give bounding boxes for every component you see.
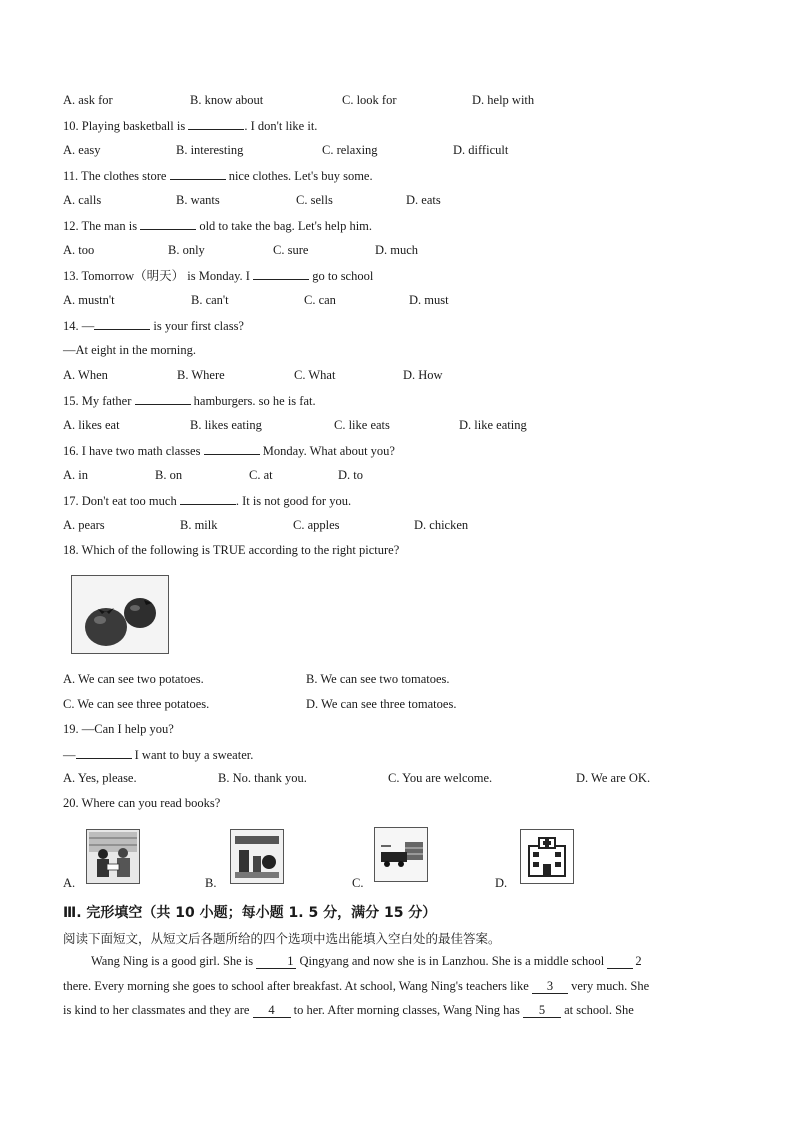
q20-label-a: A. <box>63 876 76 890</box>
q19-option-a: A. Yes, please. <box>63 771 137 785</box>
q20-picture-a-library <box>86 829 140 884</box>
q12-option-b: B. only <box>168 243 205 257</box>
tomatoes-illustration <box>72 576 168 653</box>
q16-option-c: C. at <box>249 468 273 482</box>
q13-option-a: A. mustn't <box>63 293 115 307</box>
q10-option-c: C. relaxing <box>322 143 378 157</box>
q14-stem <box>63 317 244 334</box>
q13-option-c: C. can <box>304 293 336 307</box>
q19-reply-pre: — <box>63 748 76 762</box>
cloze-blank-4: 4 <box>253 1004 291 1018</box>
q18-stem: 18. Which of the following is TRUE according to the right picture? <box>63 543 400 557</box>
q15-option-b: B. likes eating <box>190 418 262 432</box>
q15-option-a: A. likes eat <box>63 418 120 432</box>
q17-option-b: B. milk <box>180 518 218 532</box>
q17-option-a: A. pears <box>63 518 105 532</box>
q10-stem-pre: 10. Playing basketball is <box>63 119 186 133</box>
q9-option-c: C. look for <box>342 93 397 107</box>
q12-option-c: C. sure <box>273 243 309 257</box>
q15-option-d: D. like eating <box>459 418 527 432</box>
q14-option-d: D. How <box>403 368 443 382</box>
q19-blank <box>76 746 132 759</box>
q18-option-d: D. We can see three tomatoes. <box>306 697 457 711</box>
q19-stem: 19. —Can I help you? <box>63 722 174 736</box>
q20-label-b: B. <box>205 876 217 890</box>
q17-stem <box>63 492 351 509</box>
q13-blank <box>253 267 309 280</box>
q19-option-d: D. We are OK. <box>576 771 651 785</box>
cloze-text-1a: Wang Ning is a good girl. She is <box>91 954 254 968</box>
q14-option-c: C. What <box>294 368 336 382</box>
street-scene-icon <box>375 828 427 881</box>
section-3-instruction: 阅读下面短文，从短文后各题所给的四个选项中选出能填入空白处的最佳答案。 <box>63 931 501 946</box>
q13-option-d: D. must <box>409 293 449 307</box>
q15-stem <box>63 392 316 409</box>
q11-option-b: B. wants <box>176 193 220 207</box>
cloze-text-2b: very much. She <box>571 978 650 993</box>
q16-option-d: D. to <box>338 468 363 482</box>
q12-stem <box>63 217 372 234</box>
q20-label-c: C. <box>352 876 364 890</box>
q19-option-c: C. You are welcome. <box>388 771 493 785</box>
q10-option-a: A. easy <box>63 143 101 157</box>
q19-option-b: B. No. thank you. <box>218 771 307 785</box>
q14-stem-post: is your first class? <box>153 319 244 333</box>
cloze-line-2 <box>63 974 731 999</box>
q9-option-d: D. help with <box>472 93 535 107</box>
q11-stem-pre: 11. The clothes store <box>63 169 167 183</box>
q12-option-a: A. too <box>63 243 95 257</box>
q17-blank <box>180 492 236 505</box>
q20-stem: 20. Where can you read books? <box>63 796 221 810</box>
cloze-text-2a: there. Every morning she goes to school after breakfast. At school, Wang Ning's teachers like <box>63 978 529 993</box>
q16-option-a: A. in <box>63 468 88 482</box>
q14-option-a: A. When <box>63 368 108 382</box>
q9-option-b: B. know about <box>190 93 264 107</box>
q18-option-b: B. We can see two tomatoes. <box>306 672 450 686</box>
cloze-line-3 <box>63 998 731 1023</box>
q18-option-a: A. We can see two potatoes. <box>63 672 204 686</box>
q11-stem <box>63 167 373 184</box>
cloze-line-1 <box>63 949 731 974</box>
q12-option-d: D. much <box>375 243 419 257</box>
q13-stem <box>63 267 373 284</box>
q20-label-d: D. <box>495 876 508 890</box>
hospital-building-icon <box>521 830 573 883</box>
tomatoes-picture <box>71 575 169 654</box>
q11-blank <box>170 167 226 180</box>
q16-stem-post: Monday. What about you? <box>262 444 395 458</box>
q13-option-b: B. can't <box>191 293 229 307</box>
section-3-title: Ⅲ. 完形填空（共 10 小题；每小题 1. 5 分，满分 15 分） <box>63 905 437 921</box>
q20-picture-b-kitchen <box>230 829 284 884</box>
cloze-text-1b: Qingyang and now she is in Lanzhou. She is a middle school <box>299 954 605 968</box>
q18-option-c: C. We can see three potatoes. <box>63 697 210 711</box>
library-scene-icon <box>87 830 139 883</box>
q20-picture-d-hospital <box>520 829 574 884</box>
cloze-blank-3: 3 <box>532 980 568 994</box>
q13-stem-pre: 13. Tomorrow（明天） is Monday. I <box>63 269 250 283</box>
q17-option-d: D. chicken <box>414 518 469 532</box>
cloze-blank-1: 1 <box>256 955 296 969</box>
q14-blank <box>94 317 150 330</box>
cloze-blank-5: 5 <box>523 1004 561 1018</box>
q20-picture-c-street <box>374 827 428 882</box>
q11-option-a: A. calls <box>63 193 102 207</box>
q16-option-b: B. on <box>155 468 183 482</box>
q10-stem <box>63 117 317 134</box>
q19-reply <box>63 746 253 763</box>
cloze-text-3a: is kind to her classmates and they are <box>63 1003 250 1017</box>
q11-option-d: D. eats <box>406 193 441 207</box>
cloze-passage <box>63 949 731 1023</box>
q10-option-b: B. interesting <box>176 143 244 157</box>
q15-stem-post: hamburgers. so he is fat. <box>193 394 316 408</box>
q11-stem-post: nice clothes. Let's buy some. <box>228 169 373 183</box>
q15-stem-pre: 15. My father <box>63 394 132 408</box>
q12-stem-post: old to take the bag. Let's help him. <box>199 219 373 233</box>
q15-blank <box>135 392 191 405</box>
q13-stem-post: go to school <box>312 269 374 283</box>
q17-stem-pre: 17. Don't eat too much <box>63 494 177 508</box>
cloze-text-3b: to her. After morning classes, Wang Ning has <box>293 1003 520 1017</box>
q15-option-c: C. like eats <box>334 418 390 432</box>
q10-option-d: D. difficult <box>453 143 509 157</box>
q11-option-c: C. sells <box>296 193 333 207</box>
q19-reply-post: I want to buy a sweater. <box>134 748 254 762</box>
cloze-blank-2: 2 <box>607 955 633 969</box>
q12-stem-pre: 12. The man is <box>63 219 138 233</box>
q10-stem-post: . I don't like it. <box>244 119 318 133</box>
q17-option-c: C. apples <box>293 518 340 532</box>
q16-blank <box>204 442 260 455</box>
q16-stem <box>63 442 395 459</box>
q9-option-a: A. ask for <box>63 93 113 107</box>
cloze-text-3c: at school. She <box>564 1003 634 1017</box>
q14-option-b: B. Where <box>177 368 225 382</box>
q10-blank <box>188 117 244 130</box>
q17-stem-post: . It is not good for you. <box>235 494 352 508</box>
q16-stem-pre: 16. I have two math classes <box>63 444 201 458</box>
q14-reply: —At eight in the morning. <box>63 343 196 357</box>
q12-blank <box>140 217 196 230</box>
q14-stem-pre: 14. — <box>63 319 95 333</box>
kitchen-scene-icon <box>231 830 283 883</box>
